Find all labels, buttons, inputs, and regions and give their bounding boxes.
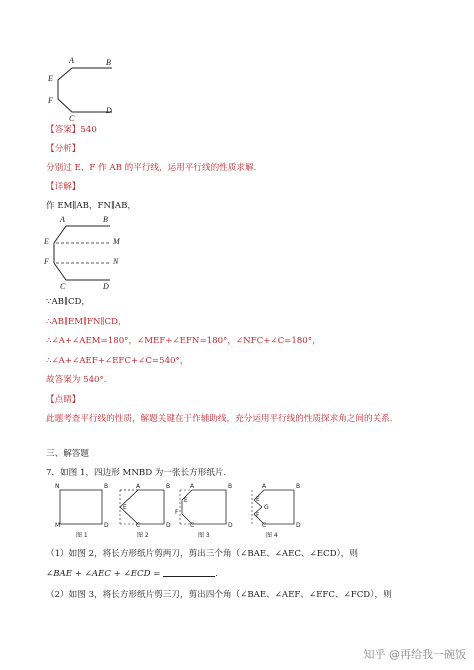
- step-2: ∴AB∥EM∥FN∥CD，: [46, 317, 127, 327]
- figure-2-lines: [54, 226, 110, 280]
- answer-line: [46, 124, 97, 136]
- fig7-3-label-c: C: [190, 522, 195, 529]
- q1-line-1: （1）如图 2，将长方形纸片剪两刀，剪出三个角（∠BAE、∠AEC、∠ECD），则: [46, 549, 358, 559]
- fig7-1-label-n: N: [55, 483, 60, 490]
- fig7-3-label-d: D: [228, 522, 233, 529]
- figure-1-lines: [58, 68, 112, 112]
- detail-tag: 【详解】: [46, 182, 81, 192]
- section-heading: 三、解答题: [46, 449, 89, 459]
- problem-7-text: 7．如图 1，四边形 MNBD 为一张长方形纸片.: [46, 468, 227, 478]
- fig7-3-label-b: B: [228, 483, 233, 490]
- step-4: ∴∠A+∠AEF+∠EFC+∠C=540°，: [46, 356, 189, 366]
- fig7-caption-1: 图 1: [76, 532, 88, 539]
- answer-tag: 【答案】: [46, 125, 81, 135]
- fig2-label-f: F: [44, 257, 49, 266]
- analysis-text: 分别过 E、F 作 AB 的平行线，运用平行线的性质求解.: [46, 163, 257, 173]
- fig7-1-rect: [60, 490, 102, 524]
- fig1-label-e: E: [48, 74, 53, 83]
- fig7-2-label-e: E: [123, 504, 127, 511]
- step-1: ∵AB∥CD，: [46, 297, 91, 307]
- fig7-2-label-a: A: [136, 483, 141, 490]
- fig7-4-label-c: C: [262, 522, 267, 529]
- fig7-4-label-g: G: [264, 504, 269, 511]
- fig7-caption-3: 图 3: [198, 532, 210, 539]
- fig7-3-shape: [182, 490, 226, 524]
- fig2-label-e: E: [44, 237, 49, 246]
- fig1-label-b: B: [106, 58, 111, 67]
- fig7-2-label-d: D: [166, 522, 171, 529]
- fig1-label-a: A: [69, 56, 74, 65]
- q1-expression: ∠BAE + ∠AEC + ∠ECD =: [46, 569, 164, 579]
- step-5: 故答案为 540°.: [46, 375, 107, 385]
- comment-text: 此题考查平行线的性质，解题关键在于作辅助线，充分运用平行线的性质探求角之间的关系.: [46, 414, 393, 424]
- fig1-label-d: D: [106, 106, 112, 115]
- fig7-3-label-e: E: [184, 497, 188, 504]
- fig2-label-b: B: [103, 215, 108, 224]
- q2-line-1: （2）如图 3，将长方形纸片剪三刀，剪出四个角（∠BAE、∠AEF、∠EFC、∠FCD），则: [46, 590, 392, 600]
- fig7-2-label-c: C: [136, 522, 141, 529]
- fig2-label-c: C: [60, 282, 66, 291]
- step-3: ∴∠A+∠AEM=180°，∠MEF+∠EFN=180°，∠NFC+∠C=180°，: [46, 336, 321, 346]
- fig7-caption-4: 图 4: [266, 532, 278, 539]
- watermark-text: 知乎 @再给我一碗饭: [363, 648, 466, 661]
- fig2-label-a: A: [60, 215, 65, 224]
- answer-value: 540: [80, 125, 97, 135]
- fig7-4-label-e: E: [256, 496, 260, 503]
- fig7-1-label-d: D: [104, 522, 109, 529]
- fig7-4-label-a: A: [262, 483, 267, 490]
- fig7-1-label-b: B: [104, 483, 109, 490]
- fig1-label-f: F: [48, 96, 53, 105]
- fig7-3-label-f: F: [175, 509, 179, 516]
- fig7-4-label-d: D: [296, 522, 301, 529]
- fig7-3-label-a: A: [190, 483, 195, 490]
- comment-tag: 【点睛】: [46, 395, 81, 405]
- fig2-label-m: M: [113, 237, 120, 246]
- fig7-caption-2: 图 2: [137, 532, 149, 539]
- analysis-tag: 【分析】: [46, 144, 81, 154]
- fig7-4-shape: [254, 490, 294, 524]
- fig7-2-label-b: B: [166, 483, 171, 490]
- q1-end: .: [215, 569, 218, 579]
- q1-answer-blank[interactable]: [163, 567, 215, 577]
- fig7-1-label-m: M: [55, 522, 61, 529]
- detail-intro: 作 EM∥AB，FN∥AB，: [46, 201, 137, 211]
- fig2-label-n: N: [113, 257, 119, 266]
- q1-line-2: [46, 567, 218, 580]
- fig7-4-label-b: B: [296, 483, 301, 490]
- fig7-4-label-f: F: [256, 512, 260, 519]
- fig1-label-c: C: [69, 114, 75, 123]
- fig2-label-d: D: [103, 282, 109, 291]
- watermark: [364, 646, 467, 662]
